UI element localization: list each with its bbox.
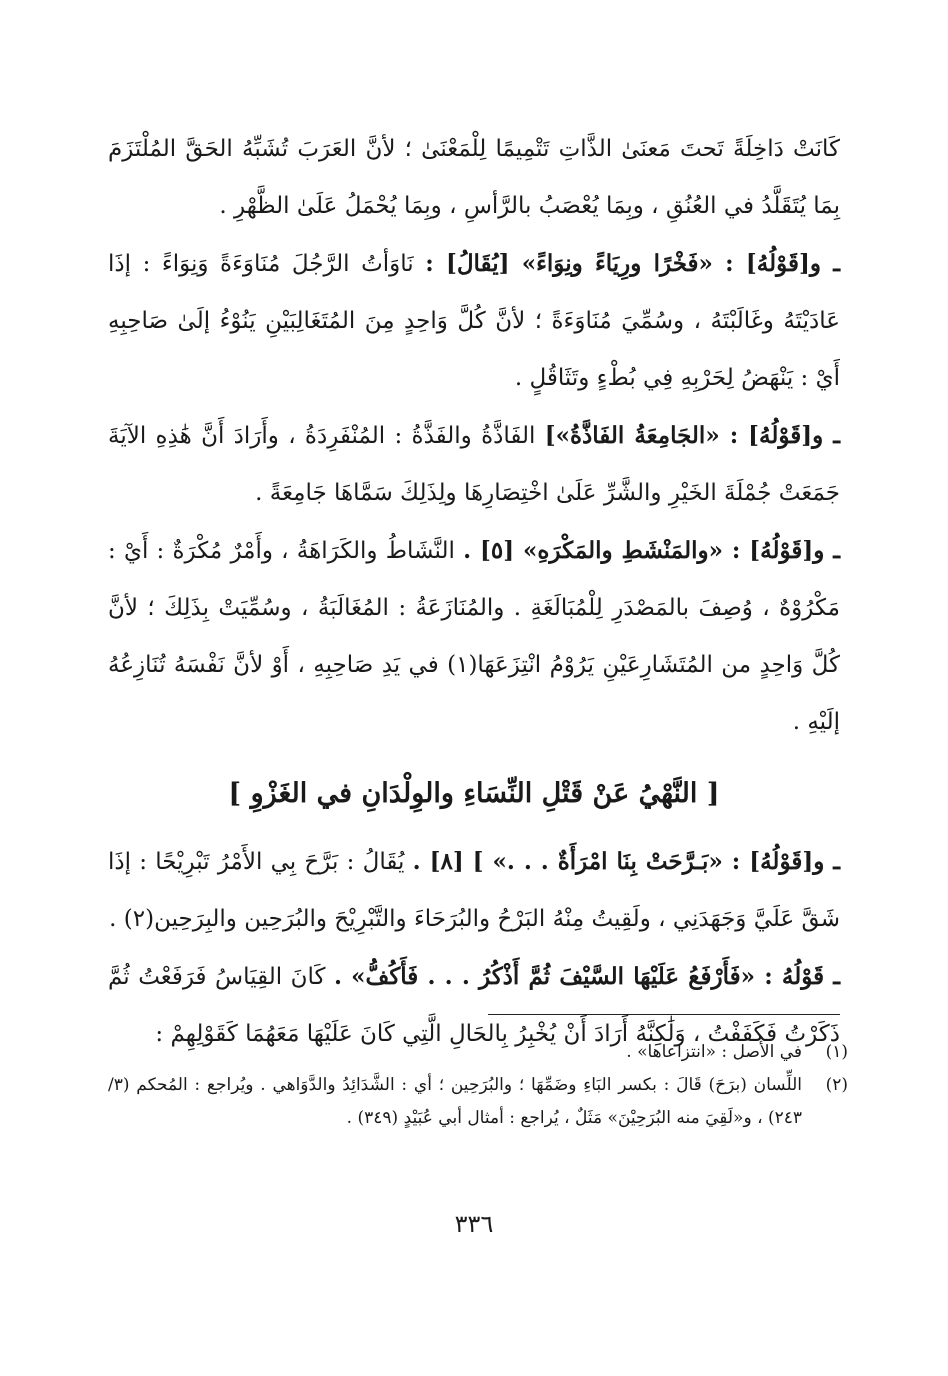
paragraph-2-text: نَاوَأتُ الرَّجُلَ مُنَاوَءَةً وَنِوَاءً : إذَا عَادَيْتَهُ وغَالَبْتَهُ ، وسُمِّيَ مُنَاوَءَةً ؛ لأنَّ كُلَّ وَاحِدٍ مِنَ المُتَغَالِبَيْنِ يَنُوْءُ إلَىٰ صَاحِبِهِ أَيْ : يَنْهَضُ لِحَرْبِهِ فِي بُطْءٍ وتَثَاقُلٍ . (108, 251, 840, 391)
paragraph-4-lead: ـ و[قَوْلُهُ] : «والمَنْشَطِ والمَكْرَهِ» [٥] . (463, 537, 840, 564)
paragraph-3-lead: ـ و[قَوْلُهُ] : «الجَامِعَةُ الفَاذَّةُ»] (544, 422, 840, 449)
paragraph-5-text: يُقَالُ : بَرَّحَ بِي الأَمْرُ تَبْرِيْحًا : إذَا شَقَّ عَلَيَّ وَجَهَدَنِي ، ولَقِيتُ مِنْهُ البَرْحُ والبُرَحَاءَ والتَّبْرِيْحَ والبُرَحِين والبِرَحِين(٢) . (108, 849, 840, 932)
footnote-1-text: في الأصل : «انتزاعاها» . (626, 1042, 802, 1062)
paragraph-3 (108, 407, 840, 522)
footnotes (108, 1036, 848, 1135)
paragraph-1-text: كَانَتْ دَاخِلَةً تَحتَ مَعنَىٰ الذَّاتِ تَتْمِيمًا لِلْمَعْنَىٰ ؛ لأنَّ العَرَبَ تُشَبِّهُ الحَقَّ المُلْتَزَمَ بِمَا يُتَقَلَّدُ في العُنُقِ ، وبِمَا يُعْصَبُ بالرَّأسِ ، وبِمَا يُحْمَلُ عَلَىٰ الظَّهْرِ . (108, 136, 840, 219)
footnote-2-number: (٢) (825, 1075, 848, 1095)
footnote-1-number: (١) (825, 1042, 848, 1062)
paragraph-3-text: الفَاذَّةُ والفَذَّةُ : المُنْفَرِدَةُ ، وأَرَادَ أَنَّ هَٰذِهِ الآيَةَ جَمَعَتْ جُمْلَةَ الخَيْرِ والشَّرِّ عَلَىٰ اخْتِصَارِهَا ولِذَلِكَ سَمَّاهَا جَامِعَةً . (108, 423, 840, 506)
paragraph-6-lead: ـ قَوْلُهُ : «فَأَرْفَعُ عَلَيْهَا السَّيْفَ ثُمَّ أَذْكُرُ . . . فَأَكُفُّ» . (333, 963, 841, 990)
footnote-2-text: اللِّسان (برَحَ) قَالَ : بكسر البَاءِ وضَمِّهَا ؛ والبُرَحِين ؛ أي : الشَّدَائِدُ والدَّوَاهي . ويُراجع : المُحكم (٣/ ٢٤٣) ، و«لَقِيَ منه البُرَحِيْنَ» مَثَلٌ ، يُراجع : أمثال أبي عُبَيْدٍ (٣٤٩) . (108, 1075, 802, 1128)
paragraph-1 (108, 120, 840, 235)
footnote-2 (108, 1069, 848, 1135)
paragraph-2-lead: ـ و[قَوْلُهُ] : «فَخْرًا ورِيَاءً ونِوَاءً» [يُقَالُ] : (425, 250, 840, 277)
section-heading: [ النَّهْيُ عَنْ قَتْلِ النِّسَاءِ والوِلْدَانِ في الغَزْوِ ] (228, 778, 720, 809)
footnote-1 (108, 1036, 848, 1069)
paragraph-4 (108, 522, 840, 751)
footnote-divider (488, 1014, 840, 1015)
paragraph-5 (108, 833, 840, 948)
paragraph-5-lead: ـ و[قَوْلُهُ] : «بَـرَّحَتْ بِنَا امْرَأَةٌ . . .» ] [٨] . (412, 848, 840, 875)
paragraph-4-text: النَّشَاطُ والكَرَاهَةُ ، وأَمْرٌ مُكْرَةٌ : أَيْ : مَكْرُوْهٌ ، وُصِفَ بالمَصْدَرِ لِلْمُبَالَغَةِ . والمُنَازَعَةُ : المُغَالَبَةُ ، وسُمِّيَتْ بِذَلِكَ ؛ لأنَّ كُلَّ وَاحِدٍ من المُتَشَارِعَيْنِ يَرُوْمُ انْتِزَعَهَا(١) في يَدِ صَاحِبِهِ ، أَوْ لأنَّ نَفْسَهُ تُنَازِعُهُ إلَيْهِ . (108, 538, 840, 735)
main-text (108, 120, 840, 1063)
page-number: ٣٣٦ (454, 1210, 494, 1238)
paragraph-2 (108, 235, 840, 407)
paragraph-6-text: كَانَ القِيَاسُ فَرَفَعْتُ ثُمَّ ذَكَرْتُ فَكَفَفْتُ ، وَلَٰكِنَّهُ أَرَادَ أَنْ يُخْبِرُ بِالحَالِ الَّتِي كَانَ عَلَيْهَا مَعَهُمَا كَقَوْلِهِمْ : (108, 964, 840, 1047)
